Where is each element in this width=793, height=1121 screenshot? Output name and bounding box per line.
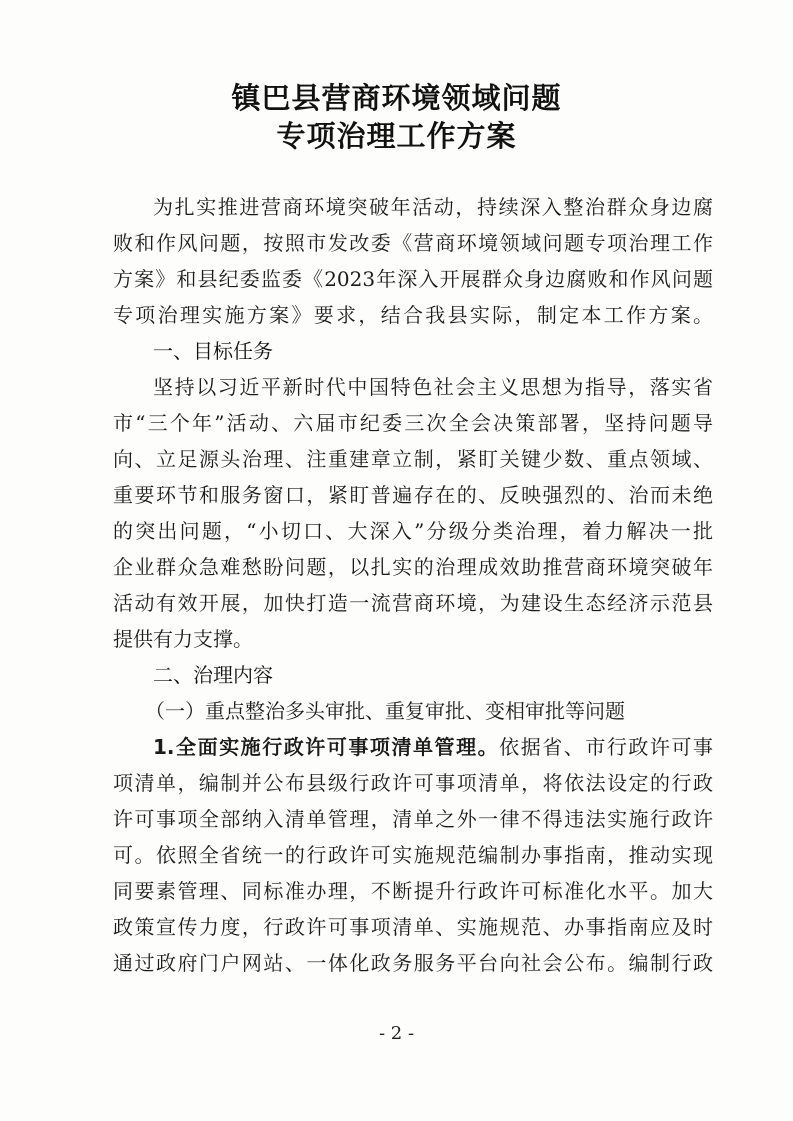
item1-line: 许可事项全部纳入清单管理，清单之外一律不得违法实施行政许 (113, 807, 713, 831)
item1-bold-title: 1.全面实施行政许可事项清单管理。 (153, 735, 500, 759)
item1-line: 可。依照全省统一的行政许可实施规范编制办事指南，推动实现 (113, 843, 713, 867)
item1-line: 同要素管理、同标准办理，不断提升行政许可标准化水平。加大 (113, 879, 713, 903)
intro-line: 败和作风问题，按照市发改委《营商环境领域问题专项治理工作 (113, 231, 713, 255)
intro-line: 方案》和县纪委监委《2023年深入开展群众身边腐败和作风问题 (113, 267, 713, 291)
item1-line: 政策宣传力度，行政许可事项清单、实施规范、办事指南应及时 (113, 915, 713, 939)
section1-line: 的突出问题，“小切口、大深入”分级分类治理，着力解决一批 (113, 519, 713, 543)
page-number: - 2 - (378, 1023, 415, 1044)
document-title-line-1: 镇巴县营商环境领域问题 (231, 81, 562, 115)
section1-line: 市“三个年”活动、六届市纪委三次全会决策部署，坚持问题导 (113, 411, 713, 435)
section-heading-content: 二、治理内容 (153, 663, 273, 687)
item1-first-rest: 依据省、市行政许可事 (499, 735, 714, 759)
section1-line: 提供有力支撑。 (113, 627, 253, 651)
intro-line: 为扎实推进营商环境突破年活动，持续深入整治群众身边腐 (153, 195, 713, 219)
subsection-heading: （一）重点整治多头审批、重复审批、变相审批等问题 (145, 699, 625, 723)
item1-first-line (153, 729, 713, 765)
section1-line: 坚持以习近平新时代中国特色社会主义思想为指导，落实省 (153, 375, 713, 399)
item1-line: 项清单，编制并公布县级行政许可事项清单，将依法设定的行政 (113, 771, 713, 795)
document-title-line-2: 专项治理工作方案 (276, 119, 517, 153)
section1-line: 企业群众急难愁盼问题，以扎实的治理成效助推营商环境突破年 (113, 555, 713, 579)
section-heading-goals: 一、目标任务 (153, 339, 273, 363)
intro-line: 专项治理实施方案》要求，结合我县实际，制定本工作方案。 (113, 303, 713, 327)
section1-line: 活动有效开展，加快打造一流营商环境，为建设生态经济示范县 (113, 591, 713, 615)
section1-line: 重要环节和服务窗口，紧盯普遍存在的、反映强烈的、治而未绝 (113, 483, 713, 507)
section1-line: 向、立足源头治理、注重建章立制，紧盯关键少数、重点领域、 (113, 447, 713, 471)
item1-line: 通过政府门户网站、一体化政务服务平台向社会公布。编制行政 (113, 951, 713, 975)
